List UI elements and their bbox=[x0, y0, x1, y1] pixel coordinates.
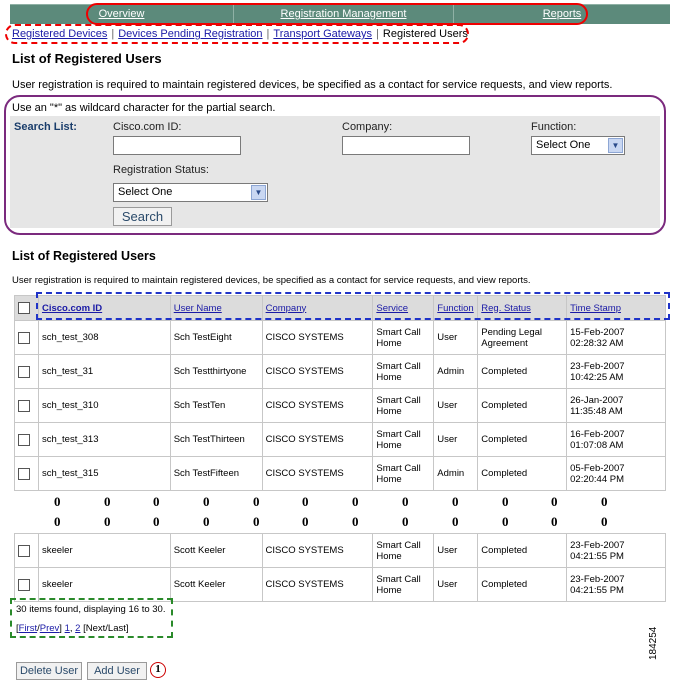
cell-date: 23-Feb-2007 bbox=[570, 539, 625, 551]
row-checkbox[interactable] bbox=[18, 434, 30, 446]
page-title: List of Registered Users bbox=[12, 51, 162, 66]
cell-time: 01:07:08 AM bbox=[570, 439, 624, 451]
gap-marker: 0 bbox=[601, 494, 608, 509]
select-all-checkbox[interactable] bbox=[18, 302, 30, 314]
cell-company: CISCO SYSTEMS bbox=[262, 321, 373, 355]
cell-date: 26-Jan-2007 bbox=[570, 394, 624, 406]
cell-time: 02:20:44 PM bbox=[570, 473, 624, 485]
tab-separator: | bbox=[376, 28, 379, 40]
gap-marker: 0 bbox=[402, 514, 409, 529]
cell-function: Admin bbox=[434, 355, 478, 389]
cell-date: 15-Feb-2007 bbox=[570, 326, 625, 338]
function-select-value: Select One bbox=[536, 139, 591, 151]
cell-company: CISCO SYSTEMS bbox=[262, 457, 373, 491]
pager-prev-link[interactable]: Prev bbox=[39, 623, 60, 634]
tab-separator: | bbox=[266, 28, 270, 40]
gap-marker: 0 bbox=[153, 494, 160, 509]
pager-first-link[interactable]: First bbox=[18, 623, 38, 634]
gap-marker: 0 bbox=[104, 494, 111, 509]
sub-tabs bbox=[12, 28, 468, 40]
cell-service: Smart Call Home bbox=[373, 534, 434, 568]
row-checkbox[interactable] bbox=[18, 332, 30, 344]
row-select-cell bbox=[15, 355, 39, 389]
pager-bracket: ] bbox=[59, 623, 62, 634]
cell-company: CISCO SYSTEMS bbox=[262, 534, 373, 568]
cell-reg-status: Completed bbox=[478, 534, 567, 568]
gap-marker: 0 bbox=[253, 514, 260, 529]
gap-marker: 0 bbox=[352, 494, 359, 509]
cell-cco-id: sch_test_313 bbox=[38, 423, 170, 457]
cell-function: User bbox=[434, 423, 478, 457]
cell-company: CISCO SYSTEMS bbox=[262, 423, 373, 457]
cell-cco-id: skeeler bbox=[38, 568, 170, 602]
registration-status-value: Select One bbox=[118, 186, 173, 198]
cell-time-stamp bbox=[567, 457, 666, 491]
tab-transport-gateways[interactable]: Transport Gateways bbox=[273, 28, 373, 40]
gap-marker: 0 bbox=[153, 514, 160, 529]
cell-time-stamp bbox=[567, 321, 666, 355]
cell-time-stamp bbox=[567, 423, 666, 457]
sort-reg-status[interactable]: Reg. Status bbox=[481, 302, 531, 314]
gap-marker: 0 bbox=[452, 494, 459, 509]
nav-reports[interactable]: Reports bbox=[542, 8, 582, 20]
cell-company: CISCO SYSTEMS bbox=[262, 389, 373, 423]
list-title: List of Registered Users bbox=[12, 249, 156, 263]
items-found-text: 30 items found, displaying 16 to 30. bbox=[16, 604, 166, 615]
cell-date: 23-Feb-2007 bbox=[570, 360, 625, 372]
table-row bbox=[15, 534, 666, 568]
cell-time-stamp bbox=[567, 355, 666, 389]
pager-page-1[interactable]: 1 bbox=[64, 623, 70, 634]
gap-marker: 0 bbox=[203, 514, 210, 529]
search-list-label: Search List: bbox=[14, 121, 77, 133]
omitted-rows-marker bbox=[14, 494, 666, 534]
gap-marker: 0 bbox=[302, 514, 309, 529]
tab-separator: | bbox=[111, 28, 115, 40]
cco-id-input[interactable] bbox=[113, 136, 241, 155]
cell-user-name: Scott Keeler bbox=[170, 534, 262, 568]
cell-reg-status: Completed bbox=[478, 423, 567, 457]
row-checkbox[interactable] bbox=[18, 366, 30, 378]
cell-cco-id: sch_test_308 bbox=[38, 321, 170, 355]
cell-time-stamp bbox=[567, 568, 666, 602]
gap-marker: 0 bbox=[402, 494, 409, 509]
table-row bbox=[15, 423, 666, 457]
gap-marker: 0 bbox=[54, 514, 61, 529]
row-checkbox[interactable] bbox=[18, 468, 30, 480]
top-navigation bbox=[10, 4, 670, 24]
cell-function: User bbox=[434, 321, 478, 355]
row-select-cell bbox=[15, 321, 39, 355]
column-header-cco-id bbox=[38, 296, 170, 321]
pager bbox=[16, 623, 129, 634]
gap-marker: 0 bbox=[54, 494, 61, 509]
cell-function: User bbox=[434, 389, 478, 423]
cell-user-name: Scott Keeler bbox=[170, 568, 262, 602]
table-row bbox=[15, 457, 666, 491]
cell-time: 11:35:48 AM bbox=[570, 405, 623, 417]
column-header-time-stamp bbox=[567, 296, 666, 321]
gap-marker: 0 bbox=[203, 494, 210, 509]
company-input[interactable] bbox=[342, 136, 470, 155]
cell-reg-status: Pending Legal Agreement bbox=[478, 321, 567, 355]
gap-marker: 0 bbox=[502, 514, 509, 529]
gap-marker: 0 bbox=[302, 494, 309, 509]
cell-reg-status: Completed bbox=[478, 355, 567, 389]
cell-reg-status: Completed bbox=[478, 457, 567, 491]
cell-function: User bbox=[434, 568, 478, 602]
cell-function: User bbox=[434, 534, 478, 568]
cell-company: CISCO SYSTEMS bbox=[262, 568, 373, 602]
table-row bbox=[15, 355, 666, 389]
sort-function[interactable]: Function bbox=[437, 302, 474, 314]
cell-reg-status: Completed bbox=[478, 389, 567, 423]
nav-registration-management[interactable]: Registration Management bbox=[234, 5, 454, 24]
cell-user-name: Sch TestThirteen bbox=[170, 423, 262, 457]
pager-comma: , bbox=[69, 623, 73, 634]
chevron-down-icon: ▼ bbox=[608, 138, 623, 153]
sort-company[interactable]: Company bbox=[265, 302, 307, 314]
cell-service: Smart Call Home bbox=[373, 389, 434, 423]
pager-slash: / bbox=[37, 623, 40, 634]
sort-cco-id[interactable]: Cisco.com ID bbox=[41, 302, 103, 314]
select-all-cell bbox=[15, 296, 39, 321]
cell-date: 16-Feb-2007 bbox=[570, 428, 625, 440]
column-header-service bbox=[373, 296, 434, 321]
column-header-function bbox=[434, 296, 478, 321]
gap-marker: 0 bbox=[551, 494, 558, 509]
cell-cco-id: sch_test_31 bbox=[38, 355, 170, 389]
row-select-cell bbox=[15, 457, 39, 491]
tab-registered-users[interactable]: Registered Users bbox=[382, 28, 468, 40]
users-table-continued bbox=[14, 533, 666, 602]
cell-user-name: Sch TestFifteen bbox=[170, 457, 262, 491]
row-checkbox[interactable] bbox=[18, 545, 30, 557]
cell-service: Smart Call Home bbox=[373, 457, 434, 491]
function-label: Function: bbox=[531, 121, 577, 133]
cell-time-stamp bbox=[567, 534, 666, 568]
cell-service: Smart Call Home bbox=[373, 321, 434, 355]
gap-marker: 0 bbox=[502, 494, 509, 509]
cell-function: Admin bbox=[434, 457, 478, 491]
gap-marker: 0 bbox=[253, 494, 260, 509]
function-select[interactable] bbox=[531, 136, 625, 155]
cell-time-stamp bbox=[567, 389, 666, 423]
add-user-button[interactable]: Add User bbox=[87, 662, 147, 680]
cell-date: 05-Feb-2007 bbox=[570, 462, 625, 474]
list-description: User registration is required to maintain registered devices, be specified as a contact for service requests, and view reports. bbox=[12, 275, 531, 286]
pager-bracket: [ bbox=[16, 623, 19, 634]
row-select-cell bbox=[15, 423, 39, 457]
search-panel bbox=[10, 116, 660, 228]
sort-user-name[interactable]: User Name bbox=[173, 302, 222, 314]
cell-user-name: Sch Testthirtyone bbox=[170, 355, 262, 389]
chevron-down-icon: ▼ bbox=[251, 185, 266, 200]
gap-marker: 0 bbox=[452, 514, 459, 529]
registration-status-select[interactable] bbox=[113, 183, 268, 202]
row-select-cell bbox=[15, 389, 39, 423]
table-row bbox=[15, 321, 666, 355]
row-checkbox[interactable] bbox=[18, 579, 30, 591]
cell-cco-id: skeeler bbox=[38, 534, 170, 568]
column-header-user-name bbox=[170, 296, 262, 321]
registration-status-label: Registration Status: bbox=[113, 164, 209, 176]
column-header-reg-status bbox=[478, 296, 567, 321]
gap-marker: 0 bbox=[352, 514, 359, 529]
cell-time: 04:21:55 PM bbox=[570, 584, 624, 596]
cell-reg-status: Completed bbox=[478, 568, 567, 602]
cell-service: Smart Call Home bbox=[373, 355, 434, 389]
row-select-cell bbox=[15, 568, 39, 602]
pager-next-last: [Next/Last] bbox=[83, 623, 129, 634]
cell-service: Smart Call Home bbox=[373, 423, 434, 457]
sort-service[interactable]: Service bbox=[376, 302, 409, 314]
table-row bbox=[15, 568, 666, 602]
users-table bbox=[14, 295, 666, 491]
table-row bbox=[15, 389, 666, 423]
cell-time: 10:42:25 AM bbox=[570, 371, 624, 383]
cell-service: Smart Call Home bbox=[373, 568, 434, 602]
gap-marker: 0 bbox=[551, 514, 558, 529]
gap-marker: 0 bbox=[601, 514, 608, 529]
cell-time: 04:21:55 PM bbox=[570, 550, 624, 562]
cell-date: 23-Feb-2007 bbox=[570, 573, 625, 585]
nav-overview[interactable]: Overview bbox=[10, 5, 234, 24]
wildcard-note: Use an "*" as wildcard character for the partial search. bbox=[12, 102, 276, 114]
cco-id-label: Cisco.com ID: bbox=[113, 121, 182, 133]
sort-time-stamp[interactable]: Time Stamp bbox=[570, 302, 621, 314]
cell-time: 02:28:32 AM bbox=[570, 337, 624, 349]
cell-user-name: Sch TestEight bbox=[170, 321, 262, 355]
row-checkbox[interactable] bbox=[18, 400, 30, 412]
cell-company: CISCO SYSTEMS bbox=[262, 355, 373, 389]
delete-user-button[interactable]: Delete User bbox=[16, 662, 82, 680]
tab-devices-pending-registration[interactable]: Devices Pending Registration bbox=[118, 28, 263, 40]
cell-user-name: Sch TestTen bbox=[170, 389, 262, 423]
cell-cco-id: sch_test_315 bbox=[38, 457, 170, 491]
gap-marker: 0 bbox=[104, 514, 111, 529]
table-header-row bbox=[15, 296, 666, 321]
cell-cco-id: sch_test_310 bbox=[38, 389, 170, 423]
callout-number: 1 bbox=[150, 662, 166, 678]
company-label: Company: bbox=[342, 121, 393, 133]
figure-id: 184254 bbox=[648, 626, 659, 660]
page-description: User registration is required to maintain registered devices, be specified as a contact for service requests, and view reports. bbox=[12, 79, 613, 91]
search-button[interactable]: Search bbox=[113, 207, 172, 226]
column-header-company bbox=[262, 296, 373, 321]
row-select-cell bbox=[15, 534, 39, 568]
pager-page-2[interactable]: 2 bbox=[75, 623, 81, 634]
tab-registered-devices[interactable]: Registered Devices bbox=[12, 28, 108, 40]
